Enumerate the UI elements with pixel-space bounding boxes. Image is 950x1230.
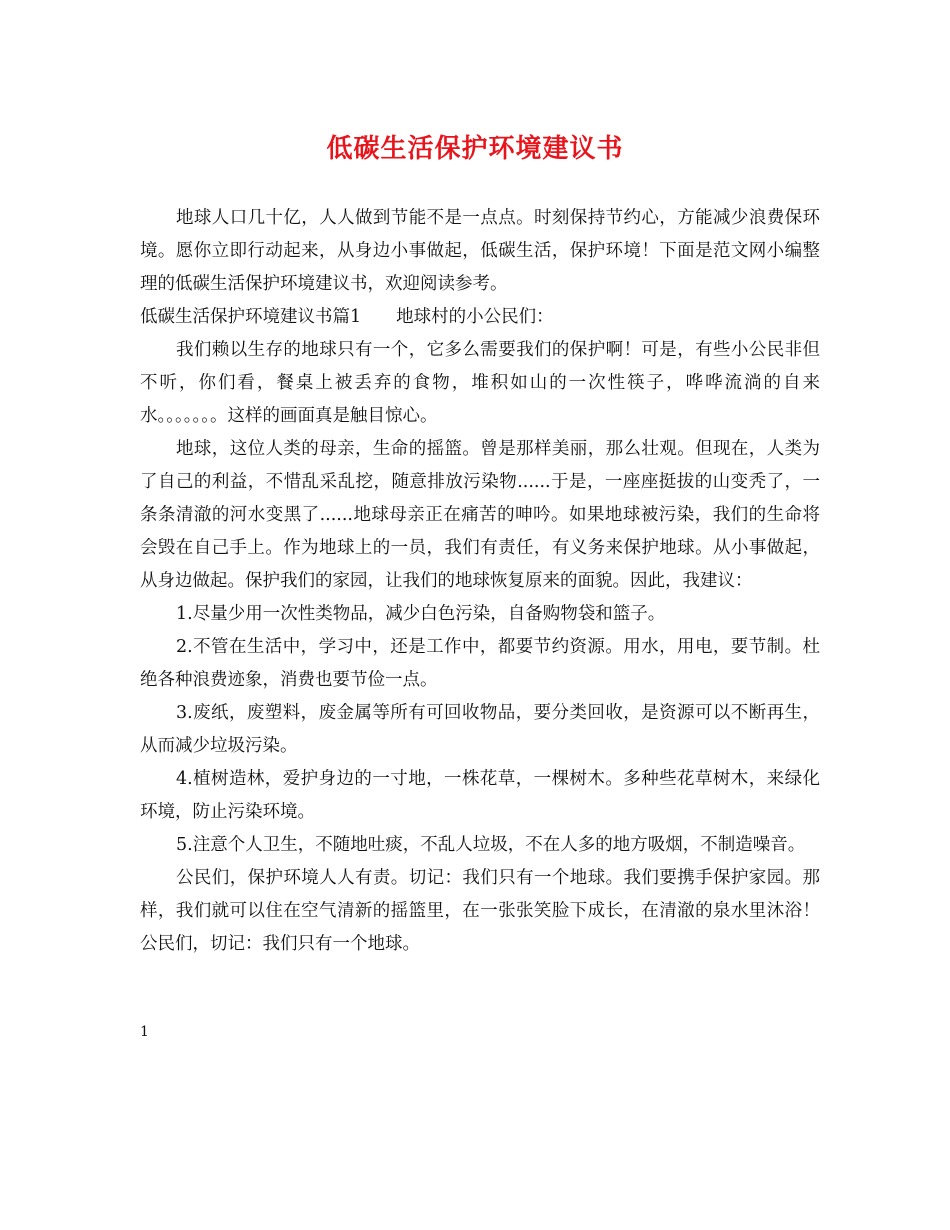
document-title: 低碳生活保护环境建议书 [326,134,624,164]
suggestion-item: 5.注意个人卫生，不随地吐痰，不乱人垃圾，不在人多的地方吸烟，不制造噪音。 [176,835,806,855]
page-number: 1 [140,1024,149,1040]
document-body [140,202,820,961]
suggestion-item: 1.尽量少用一次性类物品，减少白色污染，自备购物袋和篮子。 [176,604,666,624]
section-heading-paragraph: 低碳生活保护环境建议书篇1 地球村的小公民们： [140,307,554,327]
suggestion-item: 3.废纸，废塑料，废金属等所有可回收物品，要分类回收，是资源可以不断再生，从而减少垃圾污染。 [140,703,820,756]
body-paragraph: 我们赖以生存的地球只有一个，它多么需要我们的保护啊！可是，有些小公民非但不听，你们看，餐桌上被丢弃的食物，堆积如山的一次性筷子，哗哗流淌的自来水。。。。。。。这样的画面真是触目惊心。 [140,340,820,426]
intro-paragraph: 地球人口几十亿，人人做到节能不是一点点。时刻保持节约心，方能减少浪费保环境。愿你立即行动起来，从身边小事做起，低碳生活，保护环境！下面是范文网小编整理的低碳生活保护环境建议书，欢迎阅读参考。 [140,208,820,294]
closing-paragraph: 公民们，保护环境人人有责。切记：我们只有一个地球。我们要携手保护家园。那样，我们就可以住在空气清新的摇篮里，在一张张笑脸下成长，在清澈的泉水里沐浴！ 公民们，切记：我们只有一个地球。 [140,868,820,954]
body-paragraph: 地球，这位人类的母亲，生命的摇篮。曾是那样美丽，那么壮观。但现在，人类为了自己的利益，不惜乱采乱挖，随意排放污染物......于是，一座座挺拔的山变秃了，一条条清澈的河水变黑了......地球母亲正在痛苦的呻吟。如果地球被污染，我们的生命将会毁在自己手上。作为地球上的一员，我们有责任，有义务来保护地球。从小事做起，从身边做起。保护我们的家园，让我们的地球恢复原来的面貌。因此，我建议： [140,439,820,591]
suggestion-item: 4.植树造林，爱护身边的一寸地，一株花草，一棵树木。多种些花草树木，来绿化环境，防止污染环境。 [140,769,820,822]
suggestion-item: 2.不管在生活中，学习中，还是工作中，都要节约资源。用水，用电，要节制。杜绝各种浪费迹象，消费也要节俭一点。 [140,637,820,690]
